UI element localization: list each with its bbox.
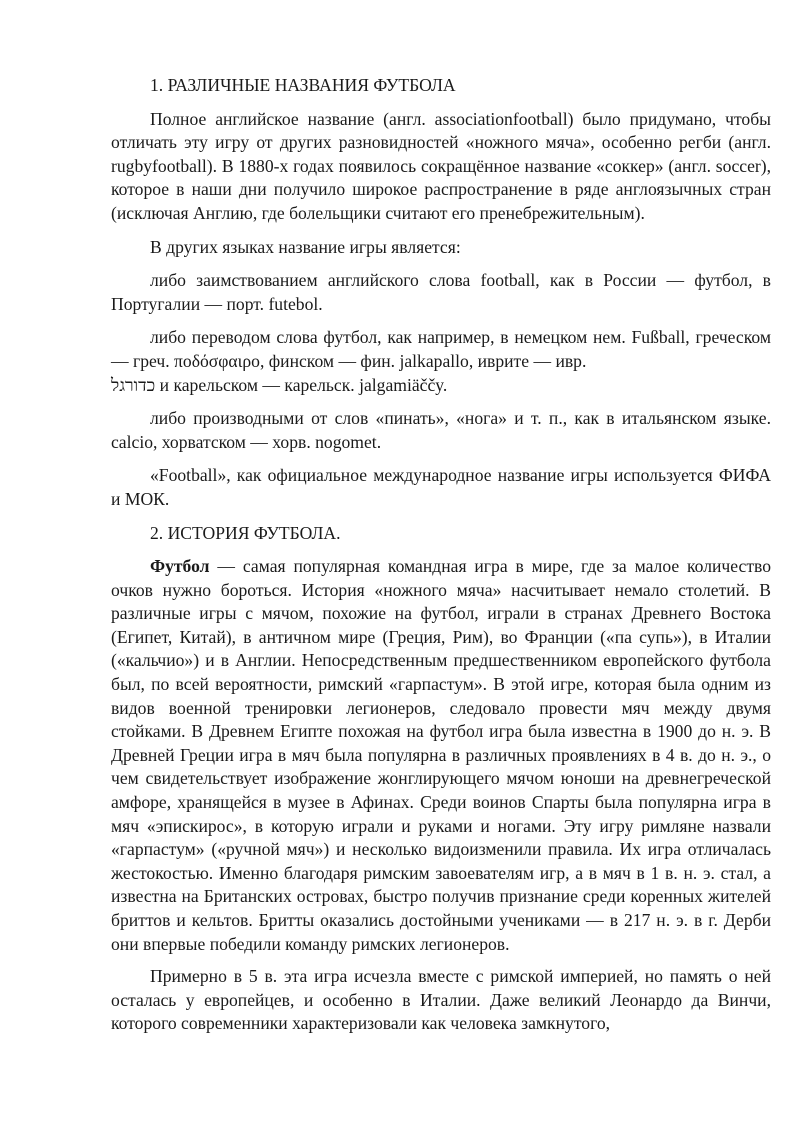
history-text: — самая популярная командная игра в мире, где за малое количество очков нужно бороться. История «ножного мяча» насчитывает немало столетий. В различные игры с мячом, похожие на футбол, играли в странах Древнего Востока (Египет, Китай), в античном мире (Греция, Рим), во Франции («па супь»), в Италии («кальчио») и в Англии. Непосредственным предшественником европейского футбола был, по всей вероятности, римский «гарпастум». В этой игре, которая была одним из видов военной тренировки легионеров, следовало провести мяч между двумя стойками. В Древнем Египте похожая на футбол игра была известна в 1900 до н. э. В Древней Греции игра в мяч была популярна в различных проявлениях в 4 в. до н. э., о чем свидетельствует изображение жонглирующего мячом юноши на древнегреческой амфоре, хранящейся в музее в Афинах. Среди воинов Спарты была популярна игра в мяч «эпискирос», в которую играли и руками и ногами. Эту игру римляне назвали «гарпастум» («ручной мяч») и несколько видоизменили правила. Их игра отличалась жестокостью. Именно благодаря римским завоевателям игр, а в мяч в 1 в. н. э. стал, а известна на Британских островах, быстро получив признание среди коренных жителей бриттов и кельтов. Бритты оказались достойными учениками — в 217 н. э. в г. Дерби они впервые победили команду римских легионеров. (111, 556, 771, 954)
hebrew-word: כדורגל (111, 374, 156, 395)
section-heading-history: 2. ИСТОРИЯ ФУТБОЛА. (150, 522, 341, 543)
paragraph-english-name: Полное английское название (англ. associationfootball) было придумано, чтобы отличать эту игру от других разновидностей «ножного мяча», особенно регби (англ. rugbyfootball). В 1880-х годах появилось сокращённое название «соккер» (англ. soccer), которое в наши дни получило широкое распространение в ряде англоязычных стран (исключая Англию, где болельщики считают его пренебрежительным). (111, 108, 771, 223)
paragraph-borrowing: либо заимствованием английского слова football, как в России — футбол, в Португалии — порт. futebol. (111, 270, 771, 314)
paragraph-translation (111, 326, 771, 397)
paragraph-roman-empire: Примерно в 5 в. эта игра исчезла вместе с римской империей, но память о ней осталась у европейцев, и особенно в Италии. Даже великий Леонардо да Винчи, которого современники характеризовали как человека замкнутого, (111, 966, 771, 1034)
paragraph-history (111, 555, 771, 956)
paragraph-derivatives: либо производными от слов «пинать», «нога» и т. п., как в итальянском языке. calcio, хорватском — хорв. nogomet. (111, 408, 771, 452)
translation-text: либо переводом слова футбол, как например, в немецком нем. Fußball, греческом — греч. ποδόσφαιρο, финском — фин. jalkapallo, иврите — ивр. (111, 327, 771, 371)
paragraph-other-languages-intro: В других языках название игры является: (150, 236, 461, 257)
paragraph-official-name: «Football», как официальное международное название игры используется ФИФА и МОК. (111, 465, 771, 509)
document-page (111, 74, 771, 1046)
translation-text-end: и карельском — карельск. jalgamiäččy. (155, 374, 448, 395)
section-heading-names: 1. РАЗЛИЧНЫЕ НАЗВАНИЯ ФУТБОЛА (150, 75, 456, 95)
term-football: Футбол (150, 556, 210, 577)
